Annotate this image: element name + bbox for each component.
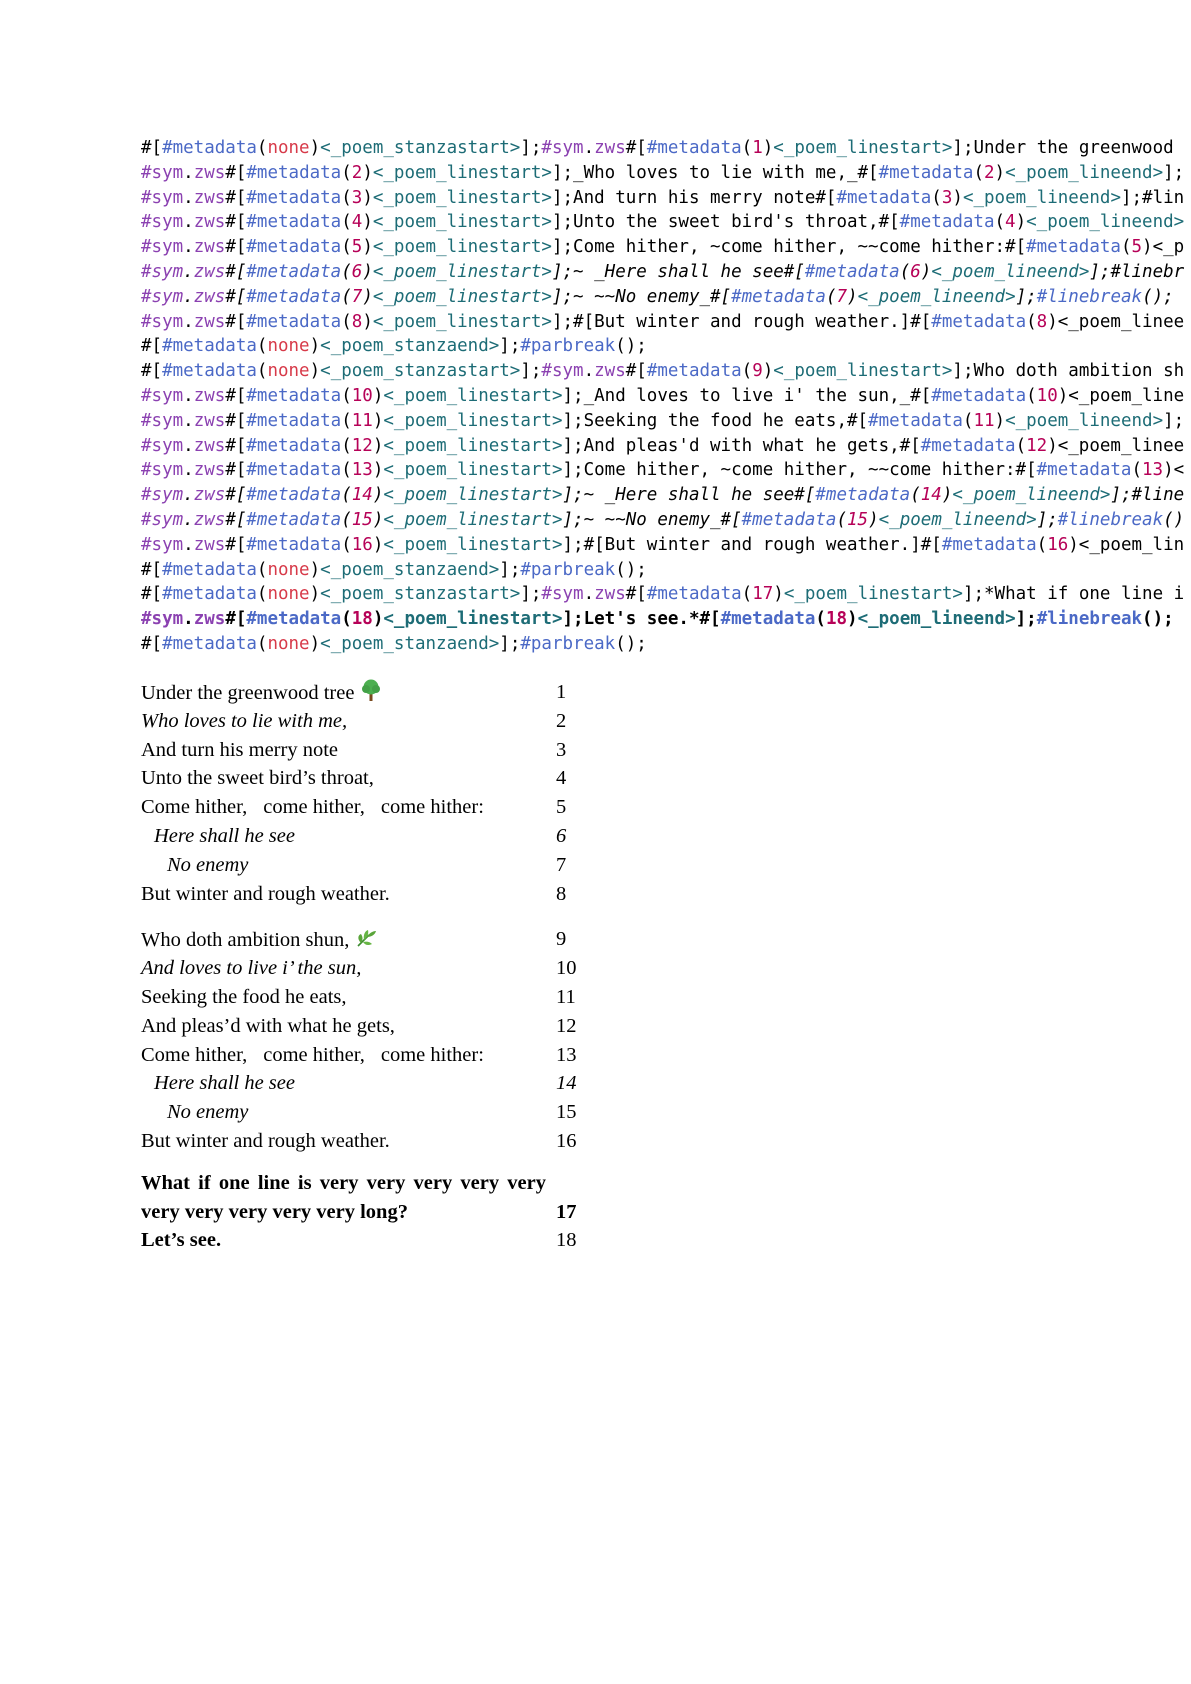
poem-line-part: come hither:: [380, 796, 484, 819]
poem-line-words: Seeking the food he eats,: [141, 985, 347, 1008]
poem-line: [141, 983, 581, 1012]
poem-line-words: Here shall he see: [154, 1072, 295, 1095]
line-number: 8: [556, 882, 567, 905]
code-line: #sym.zws#[#metadata(6)<_poem_linestart>];~ _Here shall he see#[#metadata(6)<_poem_lineend>];#linebr: [141, 261, 1185, 282]
poem-line-text: [141, 1127, 390, 1156]
code-line: #[#metadata(none)<_poem_stanzaend>];#parbreak();: [141, 559, 647, 580]
poem-line: [141, 1127, 581, 1156]
poem-line-words: And pleas’d with what he gets,: [141, 1014, 395, 1037]
poem-line-text: What if one line is very very very very very very very very very very long?: [141, 1171, 546, 1223]
poem-line-part: come hither,: [263, 796, 365, 819]
code-line: #[#metadata(none)<_poem_stanzastart>];#sym.zws#[#metadata(9)<_poem_linestart>];Who doth ambition sh: [141, 361, 1185, 382]
poem-line: [141, 764, 581, 793]
poem-line-part: Come hither,: [141, 796, 248, 819]
poem-line-words: And loves to live i’ the sun,: [141, 957, 362, 980]
code-line: #sym.zws#[#metadata(11)<_poem_linestart>];Seeking the food he eats,#[#metadata(11)<_poem_lineend>];: [141, 410, 1185, 431]
line-number: 16: [556, 1129, 577, 1152]
code-line: #sym.zws#[#metadata(4)<_poem_linestart>];Unto the sweet bird's throat,#[#metadata(4)<_poem_lineend>: [141, 212, 1185, 233]
line-number: 3: [556, 738, 567, 761]
poem-line-text: [141, 983, 347, 1012]
poem-line-words: Here shall he see: [154, 824, 295, 847]
line-number: 9: [556, 928, 567, 951]
poem-line-text: [167, 851, 248, 880]
poem-line-words: Unto the sweet bird’s throat,: [141, 767, 374, 790]
poem-line: [141, 1069, 581, 1098]
poem-line: [141, 1098, 581, 1127]
line-number: 12: [556, 1014, 577, 1037]
poem-line-text: [141, 793, 484, 822]
poem-line: [141, 1012, 581, 1041]
poem-stanza: [141, 925, 581, 1155]
poem-line-text: [141, 736, 338, 765]
code-line: #sym.zws#[#metadata(15)<_poem_linestart>];~ ~~No enemy_#[#metadata(15)<_poem_lineend>];#linebreak(): [141, 509, 1185, 530]
poem-line-part: Come hither,: [141, 1043, 248, 1066]
line-number: 14: [556, 1072, 577, 1095]
line-number: 4: [556, 767, 567, 790]
line-number: 15: [556, 1101, 577, 1124]
line-number: 1: [556, 681, 567, 703]
line-number: 18: [556, 1229, 577, 1252]
poem-line-text: [141, 1012, 395, 1041]
poem-line: [141, 822, 581, 851]
line-number: 13: [556, 1043, 577, 1066]
code-line: #sym.zws#[#metadata(5)<_poem_linestart>];Come hither, ~come hither, ~~come hither:#[#metadata(5)<_p: [141, 237, 1185, 258]
code-line: #sym.zws#[#metadata(13)<_poem_linestart>];Come hither, ~come hither, ~~come hither:#[#metadata(13)<: [141, 460, 1185, 481]
line-number: 5: [556, 796, 567, 819]
poem-line: [141, 880, 581, 909]
poem-line-words: Who loves to lie with me,: [141, 709, 348, 732]
poem-line: [141, 736, 581, 765]
poem-line-part: come hither:: [380, 1043, 484, 1066]
rendered-poem: [141, 678, 581, 1272]
poem-line-text: [141, 707, 347, 736]
code-line: #sym.zws#[#metadata(18)<_poem_linestart>];Let's see.*#[#metadata(18)<_poem_lineend>];#linebreak();: [141, 609, 1174, 630]
poem-line-text: [154, 1069, 295, 1098]
code-line: #sym.zws#[#metadata(14)<_poem_linestart>];~ _Here shall he see#[#metadata(14)<_poem_lineend>];#line: [141, 485, 1185, 506]
poem-line-text: [141, 1041, 484, 1070]
typst-source-code: [141, 136, 1191, 657]
poem-line-text: [141, 954, 361, 983]
poem-line-long: [141, 1169, 581, 1227]
code-line: #sym.zws#[#metadata(16)<_poem_linestart>];#[But winter and rough weather.]#[#metadata(16)<_poem_lin: [141, 534, 1185, 555]
line-number: 7: [556, 853, 567, 876]
poem-line-words: But winter and rough weather.: [141, 1129, 390, 1152]
poem-line-words: No enemy: [167, 1101, 249, 1124]
code-line: #sym.zws#[#metadata(12)<_poem_linestart>];And pleas'd with what he gets,#[#metadata(12)<_poem_linee: [141, 435, 1185, 456]
poem-line: [141, 1226, 581, 1255]
line-number: 11: [556, 985, 576, 1008]
poem-line-words: No enemy: [167, 853, 249, 876]
poem-line-words: And turn his merry note: [141, 738, 338, 761]
poem-line: [141, 925, 581, 954]
code-line: #sym.zws#[#metadata(10)<_poem_linestart>];_And loves to live i' the sun,_#[#metadata(10)<_poem_line: [141, 385, 1185, 406]
poem-line: [141, 793, 581, 822]
code-line: #sym.zws#[#metadata(2)<_poem_linestart>];_Who loves to lie with me,_#[#metadata(2)<_poem_lineend>];: [141, 162, 1185, 183]
poem-stanza: [141, 678, 581, 908]
poem-line-text: Let’s see.: [141, 1229, 222, 1252]
poem-line-text: [141, 880, 390, 909]
code-line: #[#metadata(none)<_poem_stanzastart>];#sym.zws#[#metadata(1)<_poem_linestart>];Under the greenwood: [141, 138, 1174, 158]
poem-stanza: [141, 1169, 581, 1255]
line-number: 10: [556, 957, 577, 980]
poem-line-text: [141, 764, 374, 793]
poem-line-words: Who doth ambition shun,: [141, 929, 350, 952]
line-number: 6: [556, 824, 567, 847]
poem-line-part: come hither,: [263, 1043, 365, 1066]
code-line: #sym.zws#[#metadata(8)<_poem_linestart>];#[But winter and rough weather.]#[#metadata(8)<_poem_linee: [141, 311, 1185, 332]
code-line: #sym.zws#[#metadata(3)<_poem_linestart>];And turn his merry note#[#metadata(3)<_poem_lineend>];#lin: [141, 187, 1185, 208]
poem-line-text: [167, 1098, 248, 1127]
poem-line: [141, 707, 581, 736]
code-line: #[#metadata(none)<_poem_stanzaend>];#parbreak();: [141, 633, 647, 654]
poem-line: [141, 851, 581, 880]
poem-line-words: But winter and rough weather.: [141, 882, 390, 905]
line-number: 17: [556, 1200, 577, 1223]
poem-line: [141, 1041, 581, 1070]
poem-line: [141, 678, 581, 707]
poem-line: [141, 954, 581, 983]
line-number: 2: [556, 709, 567, 732]
poem-line-words: Under the greenwood tree: [141, 682, 355, 704]
poem-line-text: [154, 822, 295, 851]
code-line: #[#metadata(none)<_poem_stanzastart>];#sym.zws#[#metadata(17)<_poem_linestart>];*What if one line i: [141, 584, 1185, 605]
code-line: #sym.zws#[#metadata(7)<_poem_linestart>];~ ~~No enemy_#[#metadata(7)<_poem_lineend>];#linebreak();: [141, 286, 1174, 307]
code-line: #[#metadata(none)<_poem_stanzaend>];#parbreak();: [141, 336, 647, 357]
